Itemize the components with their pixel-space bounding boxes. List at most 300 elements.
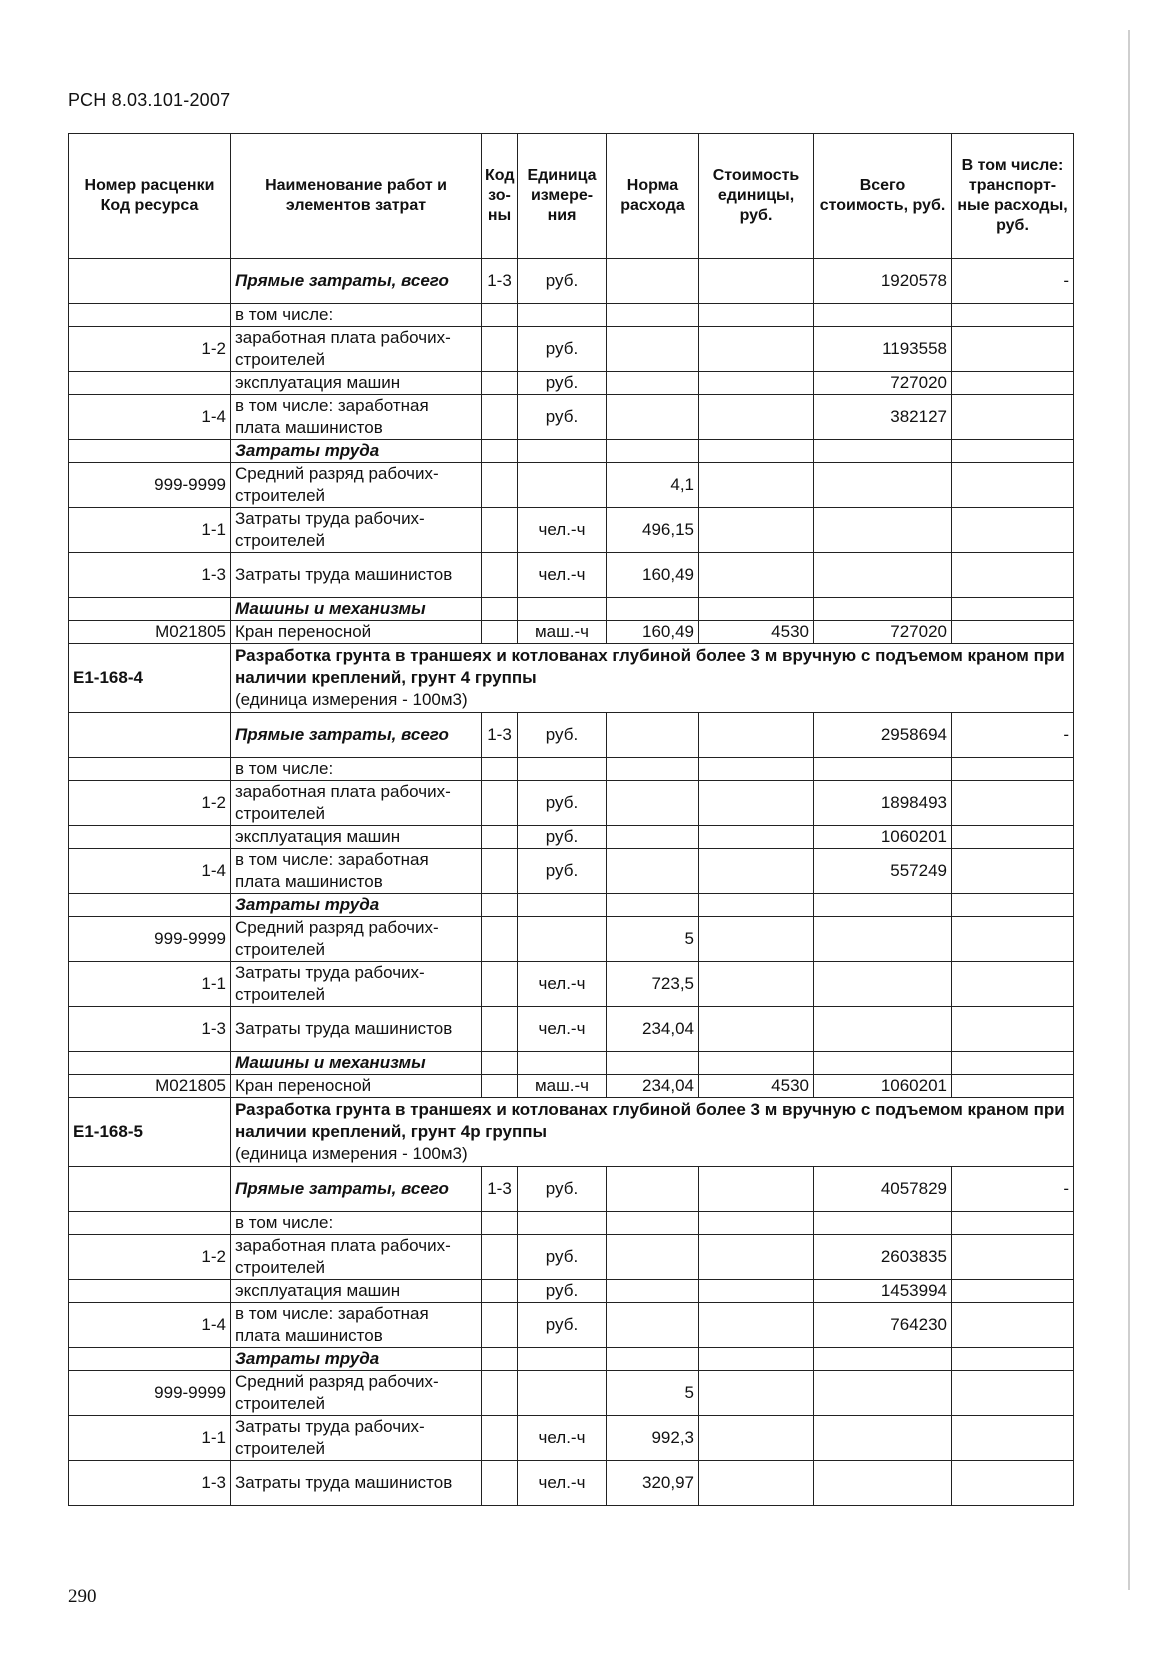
cell-zone bbox=[482, 440, 518, 463]
cell-code bbox=[69, 440, 231, 463]
cell-total bbox=[814, 917, 952, 962]
cell-transport bbox=[952, 1052, 1074, 1075]
section-title: Разработка грунта в траншеях и котлованах глубиной более 3 м вручную с подъемом краном при наличии креплений, грунт 4р группы bbox=[235, 1100, 1065, 1141]
cell-unit: чел.-ч bbox=[518, 508, 607, 553]
cell-code: 1-1 bbox=[69, 508, 231, 553]
cell-unit: чел.-ч bbox=[518, 1416, 607, 1461]
cell-name: Средний разряд рабочих-строителей bbox=[231, 917, 482, 962]
column-header: В том числе: транспорт-ные расходы, руб. bbox=[952, 134, 1074, 259]
cell-price bbox=[699, 1371, 814, 1416]
cell-price bbox=[699, 917, 814, 962]
cell-code: 999-9999 bbox=[69, 1371, 231, 1416]
table-row bbox=[69, 713, 1074, 758]
cell-norm: 5 bbox=[607, 917, 699, 962]
table-row bbox=[69, 1371, 1074, 1416]
rates-table bbox=[68, 133, 1074, 1506]
cell-code: 1-3 bbox=[69, 1007, 231, 1052]
cell-code: 1-1 bbox=[69, 962, 231, 1007]
table-row bbox=[69, 553, 1074, 598]
cell-name: заработная плата рабочих-строителей bbox=[231, 781, 482, 826]
cell-code: М021805 bbox=[69, 1075, 231, 1098]
cell-zone bbox=[482, 1371, 518, 1416]
cell-name: в том числе: заработная плата машинистов bbox=[231, 395, 482, 440]
cell-price bbox=[699, 1052, 814, 1075]
cell-code: 1-2 bbox=[69, 781, 231, 826]
cell-norm bbox=[607, 1303, 699, 1348]
table-row bbox=[69, 758, 1074, 781]
cell-code: 999-9999 bbox=[69, 917, 231, 962]
cell-zone bbox=[482, 1461, 518, 1506]
cell-zone bbox=[482, 463, 518, 508]
cell-transport bbox=[952, 1280, 1074, 1303]
cell-total: 2958694 bbox=[814, 713, 952, 758]
cell-total: 727020 bbox=[814, 372, 952, 395]
cell-price bbox=[699, 553, 814, 598]
cell-price bbox=[699, 758, 814, 781]
cell-transport bbox=[952, 1348, 1074, 1371]
table-row bbox=[69, 1416, 1074, 1461]
cell-unit: руб. bbox=[518, 259, 607, 304]
cell-zone bbox=[482, 758, 518, 781]
cell-unit: руб. bbox=[518, 395, 607, 440]
cell-zone bbox=[482, 1348, 518, 1371]
cell-code: 1-2 bbox=[69, 1235, 231, 1280]
cell-name: в том числе: заработная плата машинистов bbox=[231, 1303, 482, 1348]
cell-total: 727020 bbox=[814, 621, 952, 644]
cell-transport bbox=[952, 621, 1074, 644]
cell-code bbox=[69, 1348, 231, 1371]
cell-total: 1193558 bbox=[814, 327, 952, 372]
cell-zone bbox=[482, 1416, 518, 1461]
table-row bbox=[69, 826, 1074, 849]
cell-name: в том числе: bbox=[231, 758, 482, 781]
cell-price bbox=[699, 826, 814, 849]
cell-zone bbox=[482, 826, 518, 849]
cell-transport bbox=[952, 598, 1074, 621]
cell-norm bbox=[607, 781, 699, 826]
cell-norm: 160,49 bbox=[607, 621, 699, 644]
cell-total: 1920578 bbox=[814, 259, 952, 304]
table-row bbox=[69, 1007, 1074, 1052]
cell-norm bbox=[607, 440, 699, 463]
cell-price bbox=[699, 259, 814, 304]
cell-code: 999-9999 bbox=[69, 463, 231, 508]
cell-total bbox=[814, 553, 952, 598]
column-header: Код зо-ны bbox=[482, 134, 518, 259]
table-row bbox=[69, 395, 1074, 440]
cell-total bbox=[814, 962, 952, 1007]
cell-total bbox=[814, 1212, 952, 1235]
cell-price bbox=[699, 781, 814, 826]
table-row bbox=[69, 1052, 1074, 1075]
cell-zone bbox=[482, 1075, 518, 1098]
cell-name: Прямые затраты, всего bbox=[231, 713, 482, 758]
cell-unit bbox=[518, 1212, 607, 1235]
cell-unit: чел.-ч bbox=[518, 1461, 607, 1506]
table-row bbox=[69, 1212, 1074, 1235]
cell-price bbox=[699, 849, 814, 894]
table-row bbox=[69, 1075, 1074, 1098]
cell-zone bbox=[482, 598, 518, 621]
rate-code: Е1-168-4 bbox=[69, 644, 231, 713]
cell-name: Затраты труда рабочих-строителей bbox=[231, 1416, 482, 1461]
cell-unit: руб. bbox=[518, 327, 607, 372]
cell-code bbox=[69, 826, 231, 849]
cell-name: эксплуатация машин bbox=[231, 826, 482, 849]
cell-name: эксплуатация машин bbox=[231, 1280, 482, 1303]
cell-zone bbox=[482, 327, 518, 372]
cell-price bbox=[699, 304, 814, 327]
table-body bbox=[69, 259, 1074, 1506]
cell-price bbox=[699, 1167, 814, 1212]
cell-transport bbox=[952, 1461, 1074, 1506]
cell-norm: 234,04 bbox=[607, 1075, 699, 1098]
cell-transport bbox=[952, 1303, 1074, 1348]
table-row bbox=[69, 598, 1074, 621]
cell-transport bbox=[952, 1007, 1074, 1052]
page-number: 290 bbox=[68, 1586, 97, 1607]
cell-transport bbox=[952, 553, 1074, 598]
table-row bbox=[69, 781, 1074, 826]
cell-unit: руб. bbox=[518, 713, 607, 758]
cell-name: Прямые затраты, всего bbox=[231, 1167, 482, 1212]
cell-code: М021805 bbox=[69, 621, 231, 644]
cell-name: в том числе: bbox=[231, 1212, 482, 1235]
cell-name: Затраты труда машинистов bbox=[231, 1007, 482, 1052]
cell-total: 1898493 bbox=[814, 781, 952, 826]
cell-total bbox=[814, 894, 952, 917]
cell-unit: руб. bbox=[518, 826, 607, 849]
cell-norm: 723,5 bbox=[607, 962, 699, 1007]
cell-zone bbox=[482, 781, 518, 826]
cell-code bbox=[69, 259, 231, 304]
cell-code bbox=[69, 598, 231, 621]
cell-total: 1060201 bbox=[814, 826, 952, 849]
cell-norm bbox=[607, 327, 699, 372]
cell-norm bbox=[607, 598, 699, 621]
cell-zone bbox=[482, 621, 518, 644]
table-row bbox=[69, 962, 1074, 1007]
table-row bbox=[69, 463, 1074, 508]
cell-unit bbox=[518, 440, 607, 463]
cell-norm: 320,97 bbox=[607, 1461, 699, 1506]
cell-norm: 234,04 bbox=[607, 1007, 699, 1052]
cell-zone bbox=[482, 1212, 518, 1235]
cell-norm bbox=[607, 1212, 699, 1235]
cell-transport: - bbox=[952, 1167, 1074, 1212]
table-header-row bbox=[69, 134, 1074, 259]
cell-name: Затраты труда рабочих-строителей bbox=[231, 508, 482, 553]
cell-total bbox=[814, 598, 952, 621]
cell-transport bbox=[952, 440, 1074, 463]
cell-zone bbox=[482, 1052, 518, 1075]
cell-code: 1-3 bbox=[69, 553, 231, 598]
cell-code: 1-4 bbox=[69, 395, 231, 440]
column-header: Единица измере-ния bbox=[518, 134, 607, 259]
cell-norm bbox=[607, 1348, 699, 1371]
cell-norm: 4,1 bbox=[607, 463, 699, 508]
cell-code bbox=[69, 1052, 231, 1075]
cell-zone bbox=[482, 395, 518, 440]
cell-transport bbox=[952, 962, 1074, 1007]
cell-norm: 992,3 bbox=[607, 1416, 699, 1461]
cell-norm: 160,49 bbox=[607, 553, 699, 598]
cell-zone: 1-3 bbox=[482, 713, 518, 758]
cell-code bbox=[69, 1167, 231, 1212]
cell-code: 1-3 bbox=[69, 1461, 231, 1506]
cell-price bbox=[699, 1235, 814, 1280]
cell-unit bbox=[518, 1348, 607, 1371]
cell-name: Затраты труда рабочих-строителей bbox=[231, 962, 482, 1007]
cell-zone bbox=[482, 1303, 518, 1348]
cell-code: 1-4 bbox=[69, 1303, 231, 1348]
cell-transport bbox=[952, 304, 1074, 327]
cell-norm bbox=[607, 395, 699, 440]
cell-total bbox=[814, 304, 952, 327]
cell-unit: руб. bbox=[518, 849, 607, 894]
cell-transport bbox=[952, 1371, 1074, 1416]
cell-norm bbox=[607, 849, 699, 894]
cell-total bbox=[814, 1371, 952, 1416]
table-row bbox=[69, 917, 1074, 962]
table-row bbox=[69, 1461, 1074, 1506]
cell-name: Прямые затраты, всего bbox=[231, 259, 482, 304]
cell-name: Средний разряд рабочих-строителей bbox=[231, 1371, 482, 1416]
column-header: Наименование работ и элементов затрат bbox=[231, 134, 482, 259]
cell-transport: - bbox=[952, 259, 1074, 304]
scan-edge-divider bbox=[1128, 30, 1130, 1590]
cell-norm: 496,15 bbox=[607, 508, 699, 553]
cell-name: Средний разряд рабочих-строителей bbox=[231, 463, 482, 508]
cell-transport bbox=[952, 1416, 1074, 1461]
cell-norm bbox=[607, 1052, 699, 1075]
cell-name: Затраты труда bbox=[231, 1348, 482, 1371]
table-row bbox=[69, 894, 1074, 917]
cell-transport bbox=[952, 395, 1074, 440]
cell-total bbox=[814, 1007, 952, 1052]
cell-price bbox=[699, 713, 814, 758]
cell-total: 764230 bbox=[814, 1303, 952, 1348]
section-header-row bbox=[69, 644, 1074, 713]
cell-unit: руб. bbox=[518, 1303, 607, 1348]
cell-name: Затраты труда машинистов bbox=[231, 1461, 482, 1506]
cell-transport: - bbox=[952, 713, 1074, 758]
table-row bbox=[69, 508, 1074, 553]
cell-code bbox=[69, 1280, 231, 1303]
cell-norm bbox=[607, 304, 699, 327]
cell-total bbox=[814, 508, 952, 553]
cell-zone bbox=[482, 508, 518, 553]
cell-code: 1-4 bbox=[69, 849, 231, 894]
cell-zone bbox=[482, 962, 518, 1007]
cell-code bbox=[69, 758, 231, 781]
cell-transport bbox=[952, 826, 1074, 849]
cell-name: Машины и механизмы bbox=[231, 598, 482, 621]
cell-price bbox=[699, 1212, 814, 1235]
cell-norm bbox=[607, 713, 699, 758]
cell-norm: 5 bbox=[607, 1371, 699, 1416]
cell-code bbox=[69, 304, 231, 327]
cell-price bbox=[699, 440, 814, 463]
cell-total bbox=[814, 1461, 952, 1506]
cell-name: Кран переносной bbox=[231, 1075, 482, 1098]
cell-norm bbox=[607, 259, 699, 304]
table-row bbox=[69, 440, 1074, 463]
cell-unit bbox=[518, 758, 607, 781]
cell-zone: 1-3 bbox=[482, 259, 518, 304]
cell-price bbox=[699, 372, 814, 395]
cell-norm bbox=[607, 1235, 699, 1280]
cell-name: заработная плата рабочих-строителей bbox=[231, 1235, 482, 1280]
cell-zone bbox=[482, 849, 518, 894]
cell-transport bbox=[952, 327, 1074, 372]
cell-transport bbox=[952, 463, 1074, 508]
cell-unit bbox=[518, 1371, 607, 1416]
cell-unit: маш.-ч bbox=[518, 1075, 607, 1098]
cell-transport bbox=[952, 894, 1074, 917]
section-title: Разработка грунта в траншеях и котлованах глубиной более 3 м вручную с подъемом краном при наличии креплений, грунт 4 группы bbox=[235, 646, 1065, 687]
column-header: Стоимость единицы, руб. bbox=[699, 134, 814, 259]
table-row bbox=[69, 304, 1074, 327]
cell-total bbox=[814, 1348, 952, 1371]
cell-transport bbox=[952, 1235, 1074, 1280]
cell-unit bbox=[518, 463, 607, 508]
cell-total bbox=[814, 440, 952, 463]
cell-name: Затраты труда машинистов bbox=[231, 553, 482, 598]
cell-code bbox=[69, 1212, 231, 1235]
cell-norm bbox=[607, 1280, 699, 1303]
cell-price bbox=[699, 1416, 814, 1461]
cell-price bbox=[699, 894, 814, 917]
cell-price bbox=[699, 327, 814, 372]
cell-zone: 1-3 bbox=[482, 1167, 518, 1212]
cell-transport bbox=[952, 849, 1074, 894]
cell-unit bbox=[518, 894, 607, 917]
table-row bbox=[69, 849, 1074, 894]
section-description bbox=[231, 1098, 1074, 1167]
section-description bbox=[231, 644, 1074, 713]
table-row bbox=[69, 1280, 1074, 1303]
cell-price bbox=[699, 598, 814, 621]
cell-unit bbox=[518, 917, 607, 962]
cell-zone bbox=[482, 1235, 518, 1280]
cell-zone bbox=[482, 1007, 518, 1052]
cell-code: 1-1 bbox=[69, 1416, 231, 1461]
column-header: Норма расхода bbox=[607, 134, 699, 259]
rate-code: Е1-168-5 bbox=[69, 1098, 231, 1167]
cell-unit: руб. bbox=[518, 1280, 607, 1303]
table-row bbox=[69, 327, 1074, 372]
cell-code: 1-2 bbox=[69, 327, 231, 372]
section-unit-note: (единица измерения - 100м3) bbox=[235, 1144, 468, 1163]
cell-transport bbox=[952, 781, 1074, 826]
cell-price: 4530 bbox=[699, 621, 814, 644]
cell-price bbox=[699, 508, 814, 553]
cell-price bbox=[699, 395, 814, 440]
cell-transport bbox=[952, 1075, 1074, 1098]
cell-transport bbox=[952, 917, 1074, 962]
cell-norm bbox=[607, 758, 699, 781]
cell-price: 4530 bbox=[699, 1075, 814, 1098]
cell-code bbox=[69, 372, 231, 395]
table-row bbox=[69, 1348, 1074, 1371]
cell-transport bbox=[952, 758, 1074, 781]
cell-total bbox=[814, 463, 952, 508]
cell-price bbox=[699, 1348, 814, 1371]
column-header: Номер расценки Код ресурса bbox=[69, 134, 231, 259]
table-row bbox=[69, 372, 1074, 395]
table-row bbox=[69, 1303, 1074, 1348]
cell-name: Затраты труда bbox=[231, 894, 482, 917]
cell-price bbox=[699, 1303, 814, 1348]
cell-total: 382127 bbox=[814, 395, 952, 440]
cell-unit: чел.-ч bbox=[518, 962, 607, 1007]
cell-total bbox=[814, 1416, 952, 1461]
cell-total bbox=[814, 1052, 952, 1075]
cell-name: заработная плата рабочих-строителей bbox=[231, 327, 482, 372]
page-header: РСН 8.03.101-2007 bbox=[68, 90, 231, 110]
table-row bbox=[69, 1167, 1074, 1212]
cell-zone bbox=[482, 553, 518, 598]
cell-unit: чел.-ч bbox=[518, 1007, 607, 1052]
cell-total: 1060201 bbox=[814, 1075, 952, 1098]
section-header-row bbox=[69, 1098, 1074, 1167]
cell-transport bbox=[952, 508, 1074, 553]
table-row bbox=[69, 621, 1074, 644]
cell-norm bbox=[607, 826, 699, 849]
cell-unit bbox=[518, 304, 607, 327]
cell-zone bbox=[482, 304, 518, 327]
cell-unit bbox=[518, 598, 607, 621]
cell-price bbox=[699, 1280, 814, 1303]
cell-zone bbox=[482, 917, 518, 962]
cell-unit: руб. bbox=[518, 1167, 607, 1212]
cell-price bbox=[699, 463, 814, 508]
cell-name: в том числе: bbox=[231, 304, 482, 327]
cell-transport bbox=[952, 372, 1074, 395]
cell-norm bbox=[607, 894, 699, 917]
cell-norm bbox=[607, 372, 699, 395]
cell-total: 1453994 bbox=[814, 1280, 952, 1303]
cell-name: Затраты труда bbox=[231, 440, 482, 463]
column-header: Всего стоимость, руб. bbox=[814, 134, 952, 259]
cell-name: эксплуатация машин bbox=[231, 372, 482, 395]
cell-price bbox=[699, 1007, 814, 1052]
cell-unit: руб. bbox=[518, 372, 607, 395]
cell-total: 4057829 bbox=[814, 1167, 952, 1212]
cell-price bbox=[699, 962, 814, 1007]
cell-price bbox=[699, 1461, 814, 1506]
cell-code bbox=[69, 894, 231, 917]
cell-code bbox=[69, 713, 231, 758]
cell-total: 2603835 bbox=[814, 1235, 952, 1280]
cell-unit: маш.-ч bbox=[518, 621, 607, 644]
cell-total bbox=[814, 758, 952, 781]
cell-name: Кран переносной bbox=[231, 621, 482, 644]
cell-zone bbox=[482, 1280, 518, 1303]
table-row bbox=[69, 1235, 1074, 1280]
cell-unit bbox=[518, 1052, 607, 1075]
cell-zone bbox=[482, 894, 518, 917]
cell-unit: чел.-ч bbox=[518, 553, 607, 598]
cell-zone bbox=[482, 372, 518, 395]
cell-unit: руб. bbox=[518, 1235, 607, 1280]
section-unit-note: (единица измерения - 100м3) bbox=[235, 690, 468, 709]
cell-transport bbox=[952, 1212, 1074, 1235]
cell-norm bbox=[607, 1167, 699, 1212]
cell-total: 557249 bbox=[814, 849, 952, 894]
cell-name: в том числе: заработная плата машинистов bbox=[231, 849, 482, 894]
